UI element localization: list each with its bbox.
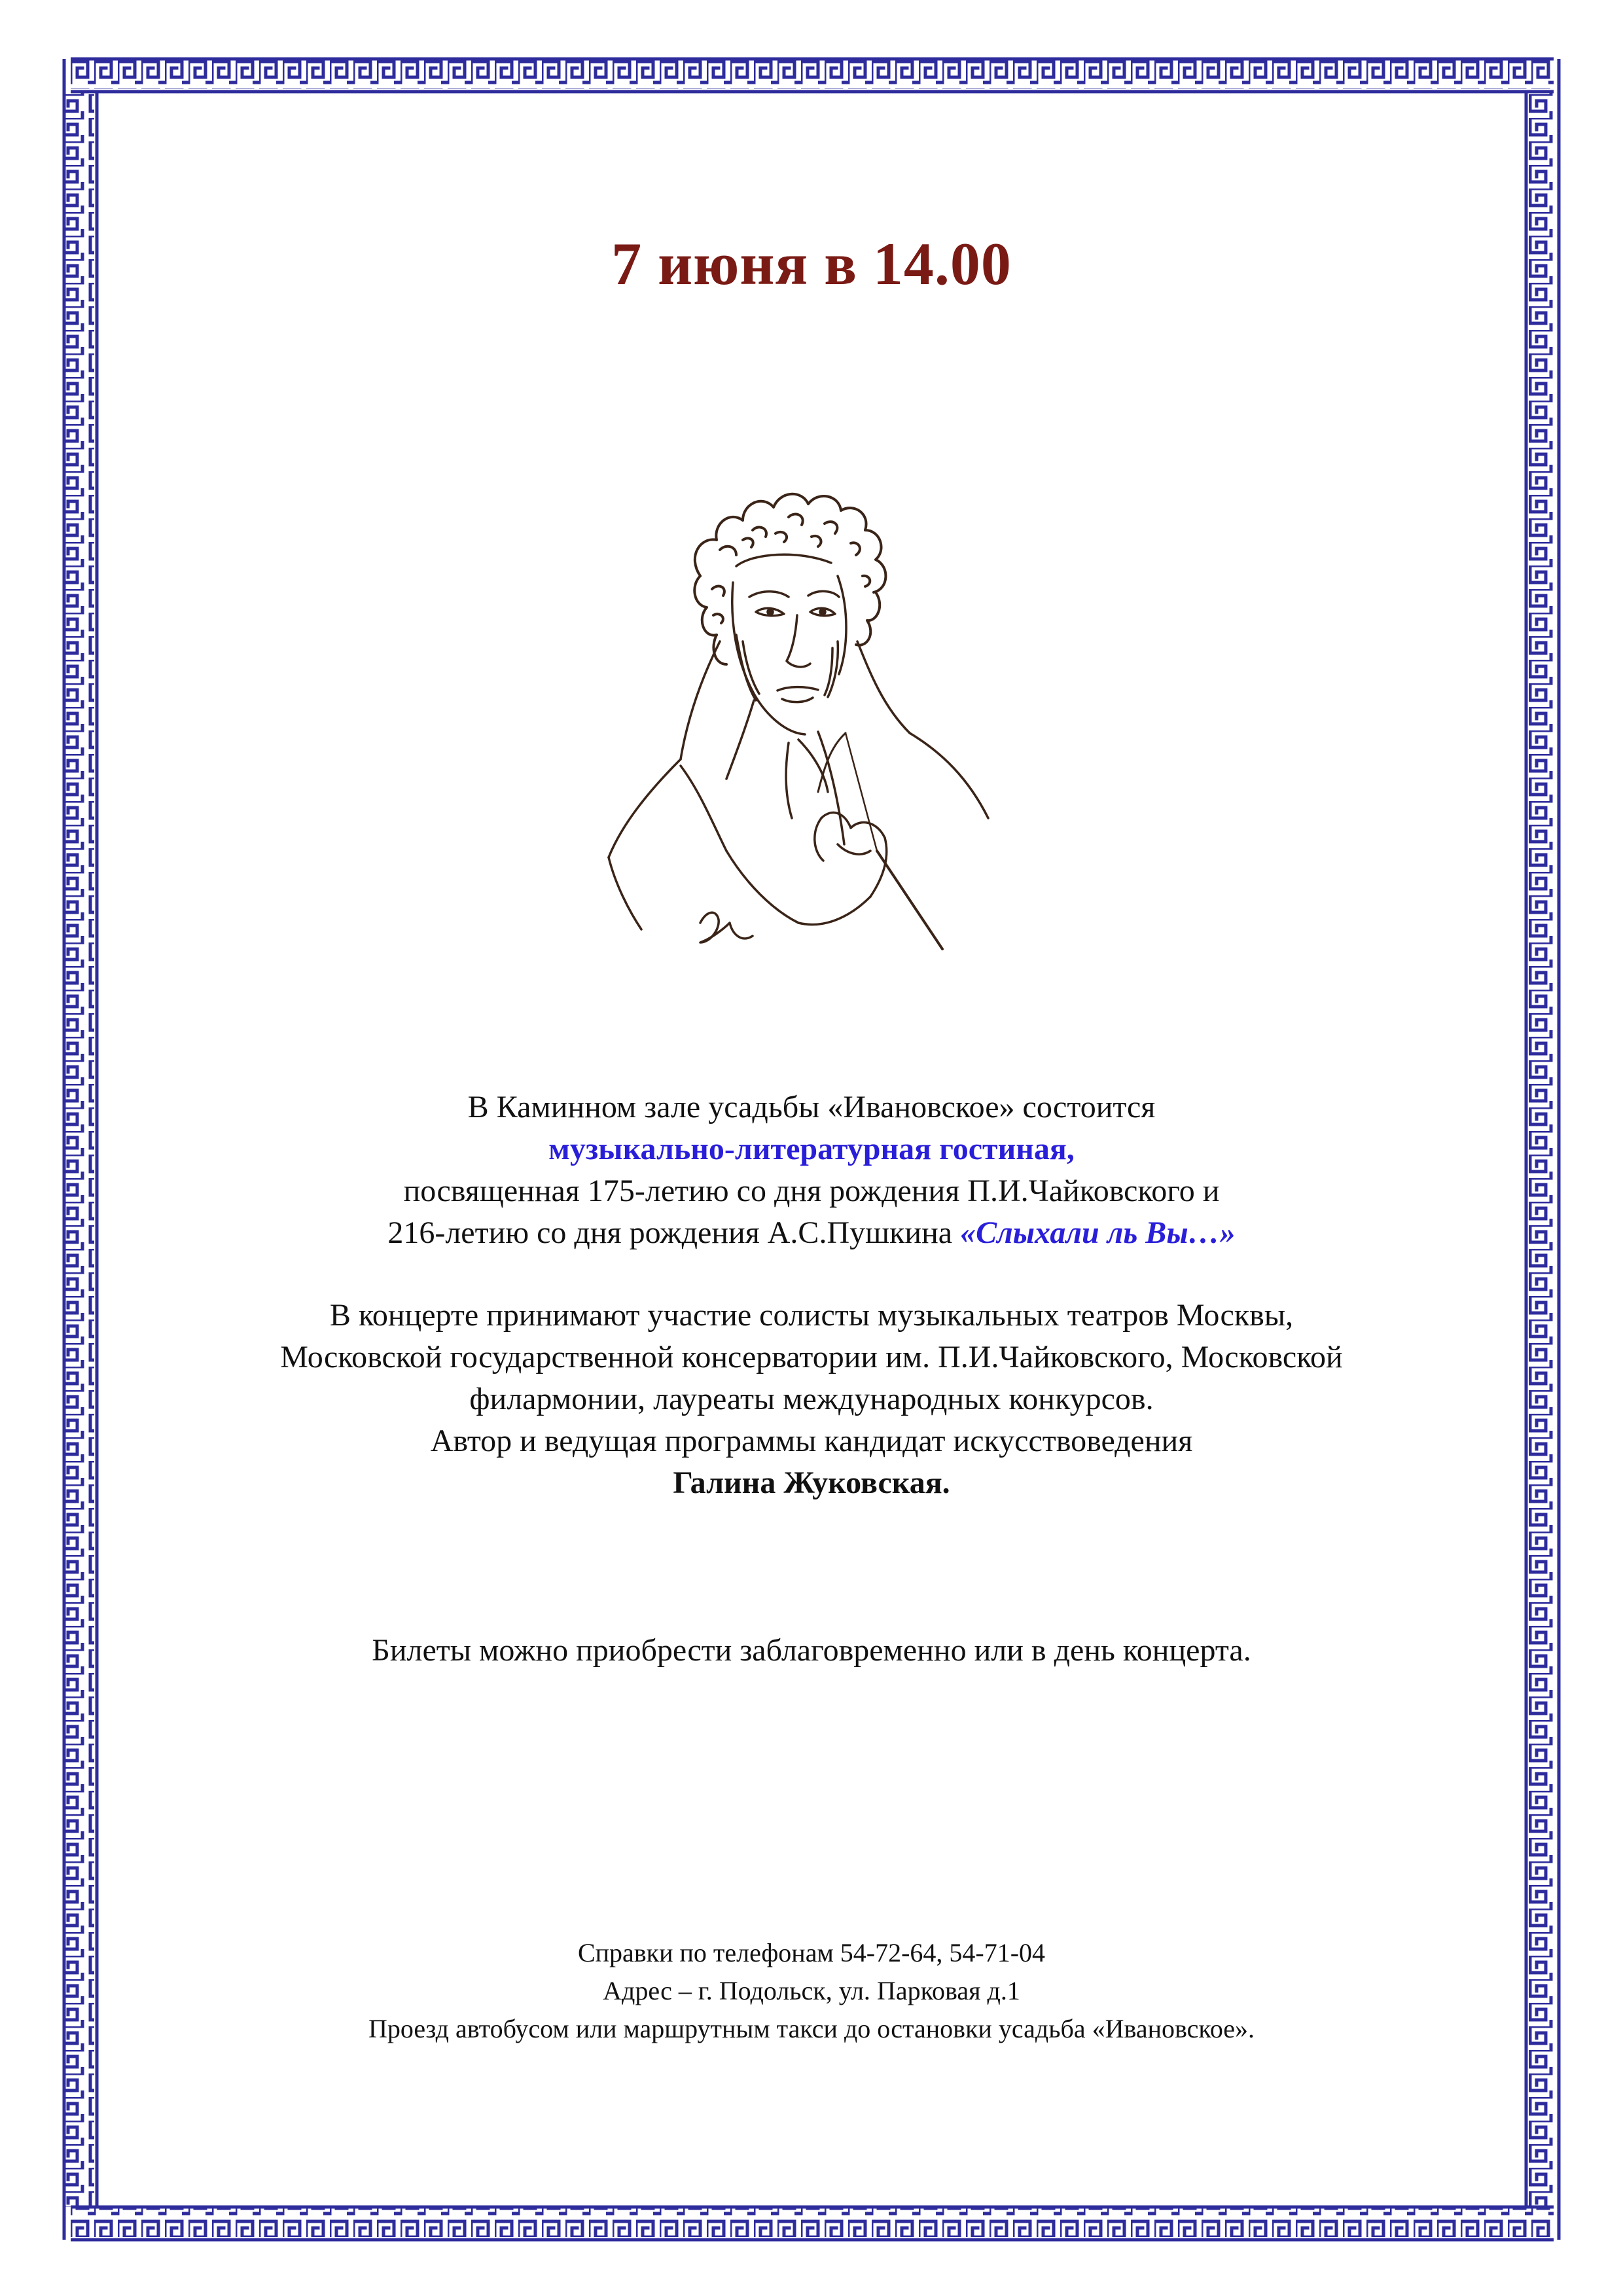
contacts-block [0, 1934, 1623, 2048]
host-name: Галина Жуковская. [673, 1465, 950, 1500]
event-type: музыкально-литературная гостиная, [548, 1132, 1075, 1166]
participants-line-2: Московской государственной консерватории им. П.И.Чайковского, Московской [280, 1340, 1343, 1374]
directions-line: Проезд автобусом или маршрутным такси до остановки усадьба «Ивановское». [368, 2014, 1255, 2043]
event-description [0, 1086, 1623, 1504]
program-title: «Слыхали ль Вы…» [960, 1215, 1236, 1250]
portrait-sketch-icon [602, 425, 1021, 975]
participants-line-1: В концерте принимают участие солисты музыкальных театров Москвы, [329, 1298, 1294, 1333]
participants-line-3: филармонии, лауреаты международных конкурсов. [469, 1382, 1154, 1416]
host-intro-line: Автор и ведущая программы кандидат искусствоведения [430, 1424, 1193, 1458]
dedication-line-2 [0, 1212, 1623, 1254]
venue-line: В Каминном зале усадьбы «Ивановское» состоится [467, 1090, 1156, 1124]
dedication-prefix: 216-летию со дня рождения А.С.Пушкина [387, 1215, 953, 1250]
event-date-heading: 7 июня в 14.00 [611, 230, 1012, 297]
tickets-info: Билеты можно приобрести заблаговременно или в день концерта. [372, 1633, 1251, 1668]
dedication-line: посвященная 175-летию со дня рождения П.И.Чайковского и [403, 1174, 1220, 1208]
address-line: Адрес – г. Подольск, ул. Парковая д.1 [603, 1976, 1020, 2005]
phone-line: Справки по телефонам 54-72-64, 54-71-04 [577, 1938, 1046, 1967]
